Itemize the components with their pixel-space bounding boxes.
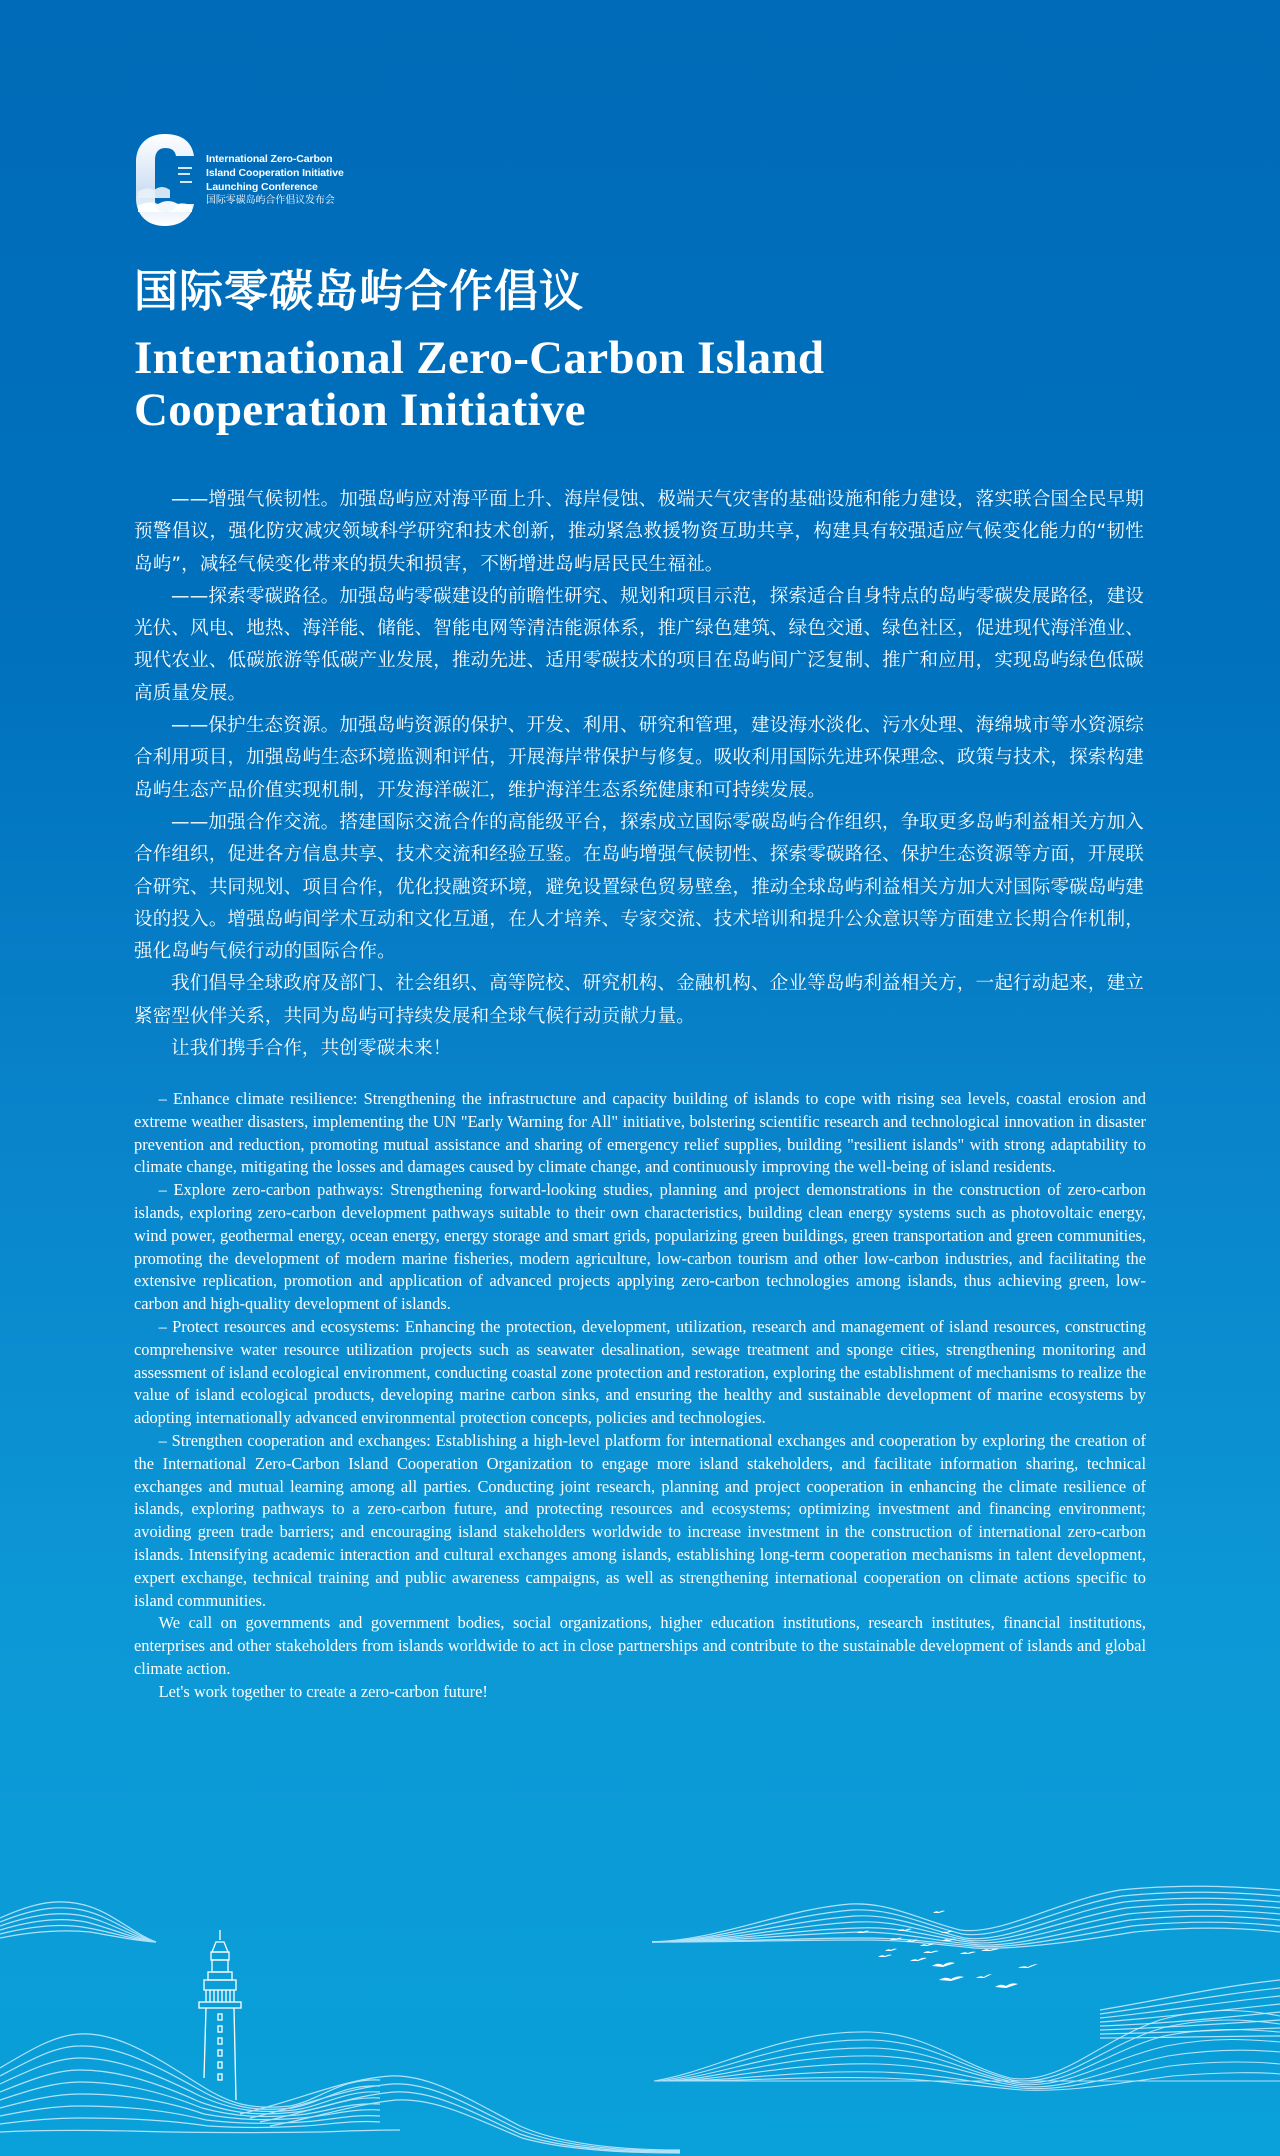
logo-line-2: Island Cooperation Initiative [206, 167, 344, 179]
cn-paragraph-closing: 让我们携手合作，共创零碳未来！ [171, 1038, 452, 1060]
chinese-body [134, 484, 1144, 1065]
logo-line-3: Launching Conference [206, 181, 318, 193]
title-en-line-2: Cooperation Initiative [134, 384, 586, 436]
cn-paragraph-protect-resources: ——保护生态资源。加强岛屿资源的保护、开发、利用、研究和管理，建设海水淡化、污水处理、海绵城市等水资源综合利用项目，加强岛屿生态环境监测和评估，开展海岸带保护与修复。吸收利用国际先进环保理念、政策与技术，探索构建岛屿生态产品价值实现机制，开发海洋碳汇，维护海洋生态系统健康和可持续发展。 [134, 715, 1144, 801]
lighthouse-icon [199, 1930, 241, 2100]
page-title-en [134, 332, 1134, 436]
en-paragraph-closing: Let's work together to create a zero-carbon future! [158, 1681, 488, 1701]
title-en-line-1: International Zero-Carbon Island [134, 332, 825, 384]
logo-line-cn: 国际零碳岛屿合作倡议发布会 [206, 195, 335, 206]
en-paragraph-protect-resources: – Protect resources and ecosystems: Enhancing the protection, development, utilization, research and management of island resources, constructing comprehensive water resource utilization projects such as seawater desalination, sewage treatment and sponge cities, strengthening monitoring and assessment of island ecological environment, conducting coastal zone protection and restoration, exploring the establishment of mechanisms to realize the value of island ecological products, developing marine carbon sinks, and ensuring the healthy and sustainable development of marine ecosystems by adopting internationally advanced environmental protection concepts, policies and technologies. [134, 1316, 1146, 1428]
en-paragraph-climate-resilience: – Enhance climate resilience: Strengthening the infrastructure and capacity building of islands to cope with rising sea levels, coastal erosion and extreme weather disasters, implementing the UN "Early Warning for All" initiative, bolstering scientific research and technological innovation in disaster prevention and reduction, promoting mutual assistance and sharing of emergency relief supplies, building "resilient islands" with strong adaptability to climate change, mitigating the losses and damages caused by climate change, and continuously improving the well-being of island residents. [134, 1089, 1146, 1177]
cn-paragraph-cooperation: ——加强合作交流。搭建国际交流合作的高能级平台，探索成立国际零碳岛屿合作组织，争取更多岛屿利益相关方加入合作组织，促进各方信息共享、技术交流和经验互鉴。在岛屿增强气候韧性、探索零碳路径、保护生态资源等方面，开展联合研究、共同规划、项目合作，优化投融资环境，避免设置绿色贸易壁垒，推动全球岛屿利益相关方加大对国际零碳岛屿建设的投入。增强岛屿间学术互动和文化互通，在人才培养、专家交流、技术培训和提升公众意识等方面建立长期合作机制，强化岛屿气候行动的国际合作。 [134, 811, 1144, 963]
page-title-cn: 国际零碳岛屿合作倡议 [134, 266, 584, 317]
logo-line-1: International Zero-Carbon [206, 153, 333, 165]
en-paragraph-call-to-action: We call on governments and government bodies, social organizations, higher education institutions, research institutes, financial institutions, enterprises and other stakeholders from islands worldwide to act in close partnerships and contribute to the sustainable development of islands and global climate action. [134, 1613, 1146, 1678]
conference-logo [134, 132, 344, 228]
cn-paragraph-call-to-action: 我们倡导全球政府及部门、社会组织、高等院校、研究机构、金融机构、企业等岛屿利益相关方，一起行动起来，建立紧密型伙伴关系，共同为岛屿可持续发展和全球气候行动贡献力量。 [134, 973, 1144, 1027]
english-body [134, 1088, 1146, 1704]
en-paragraph-cooperation: – Strengthen cooperation and exchanges: Establishing a high-level platform for international exchanges and cooperation by exploring the creation of the International Zero-Carbon Island Cooperation Organization to engage more island stakeholders, and facilitate information sharing, technical exchanges and mutual learning among all parties. Conducting joint research, planning and project cooperation in enhancing the climate resilience of islands, exploring pathways to a zero-carbon future, and protecting resources and ecosystems; optimizing investment and financing environment; avoiding green trade barriers; and encouraging island stakeholders worldwide to increase investment in the construction of international zero-carbon islands. Intensifying academic interaction and cultural exchanges among islands, establishing long-term cooperation mechanisms in talent development, expert exchange, technical training and public awareness campaigns, as well as strengthening international cooperation on climate actions specific to island communities. [134, 1430, 1146, 1610]
wave-lines-icon [0, 1886, 1280, 2153]
bottom-decoration [0, 1860, 1280, 2156]
logo-c-icon [134, 132, 196, 228]
cn-paragraph-zero-carbon-pathways: ——探索零碳路径。加强岛屿零碳建设的前瞻性研究、规划和项目示范，探索适合自身特点的岛屿零碳发展路径，建设光伏、风电、地热、海洋能、储能、智能电网等清洁能源体系，推广绿色建筑、绿色交通、绿色社区，促进现代海洋渔业、现代农业、低碳旅游等低碳产业发展，推动先进、适用零碳技术的项目在岛屿间广泛复制、推广和应用，实现岛屿绿色低碳高质量发展。 [134, 585, 1144, 704]
en-paragraph-zero-carbon-pathways: – Explore zero-carbon pathways: Strengthening forward-looking studies, planning and project demonstrations in the construction of zero-carbon islands, exploring zero-carbon development pathways suitable to their own characteristics, building clean energy systems such as photovoltaic energy, wind power, geothermal energy, ocean energy, energy storage and smart grids, popularizing green buildings, green transportation and green communities, promoting the development of modern marine fisheries, modern agriculture, low-carbon tourism and other low-carbon industries, and facilitating the extensive replication, promotion and application of advanced projects applying zero-carbon technologies among islands, thus achieving green, low-carbon and high-quality development of islands. [134, 1180, 1146, 1314]
cn-paragraph-climate-resilience: ——增强气候韧性。加强岛屿应对海平面上升、海岸侵蚀、极端天气灾害的基础设施和能力建设，落实联合国全民早期预警倡议，强化防灾减灾领域科学研究和技术创新，推动紧急救援物资互助共享，构建具有较强适应气候变化能力的“韧性岛屿”，减轻气候变化带来的损失和损害，不断增进岛屿居民民生福祉。 [134, 489, 1144, 575]
